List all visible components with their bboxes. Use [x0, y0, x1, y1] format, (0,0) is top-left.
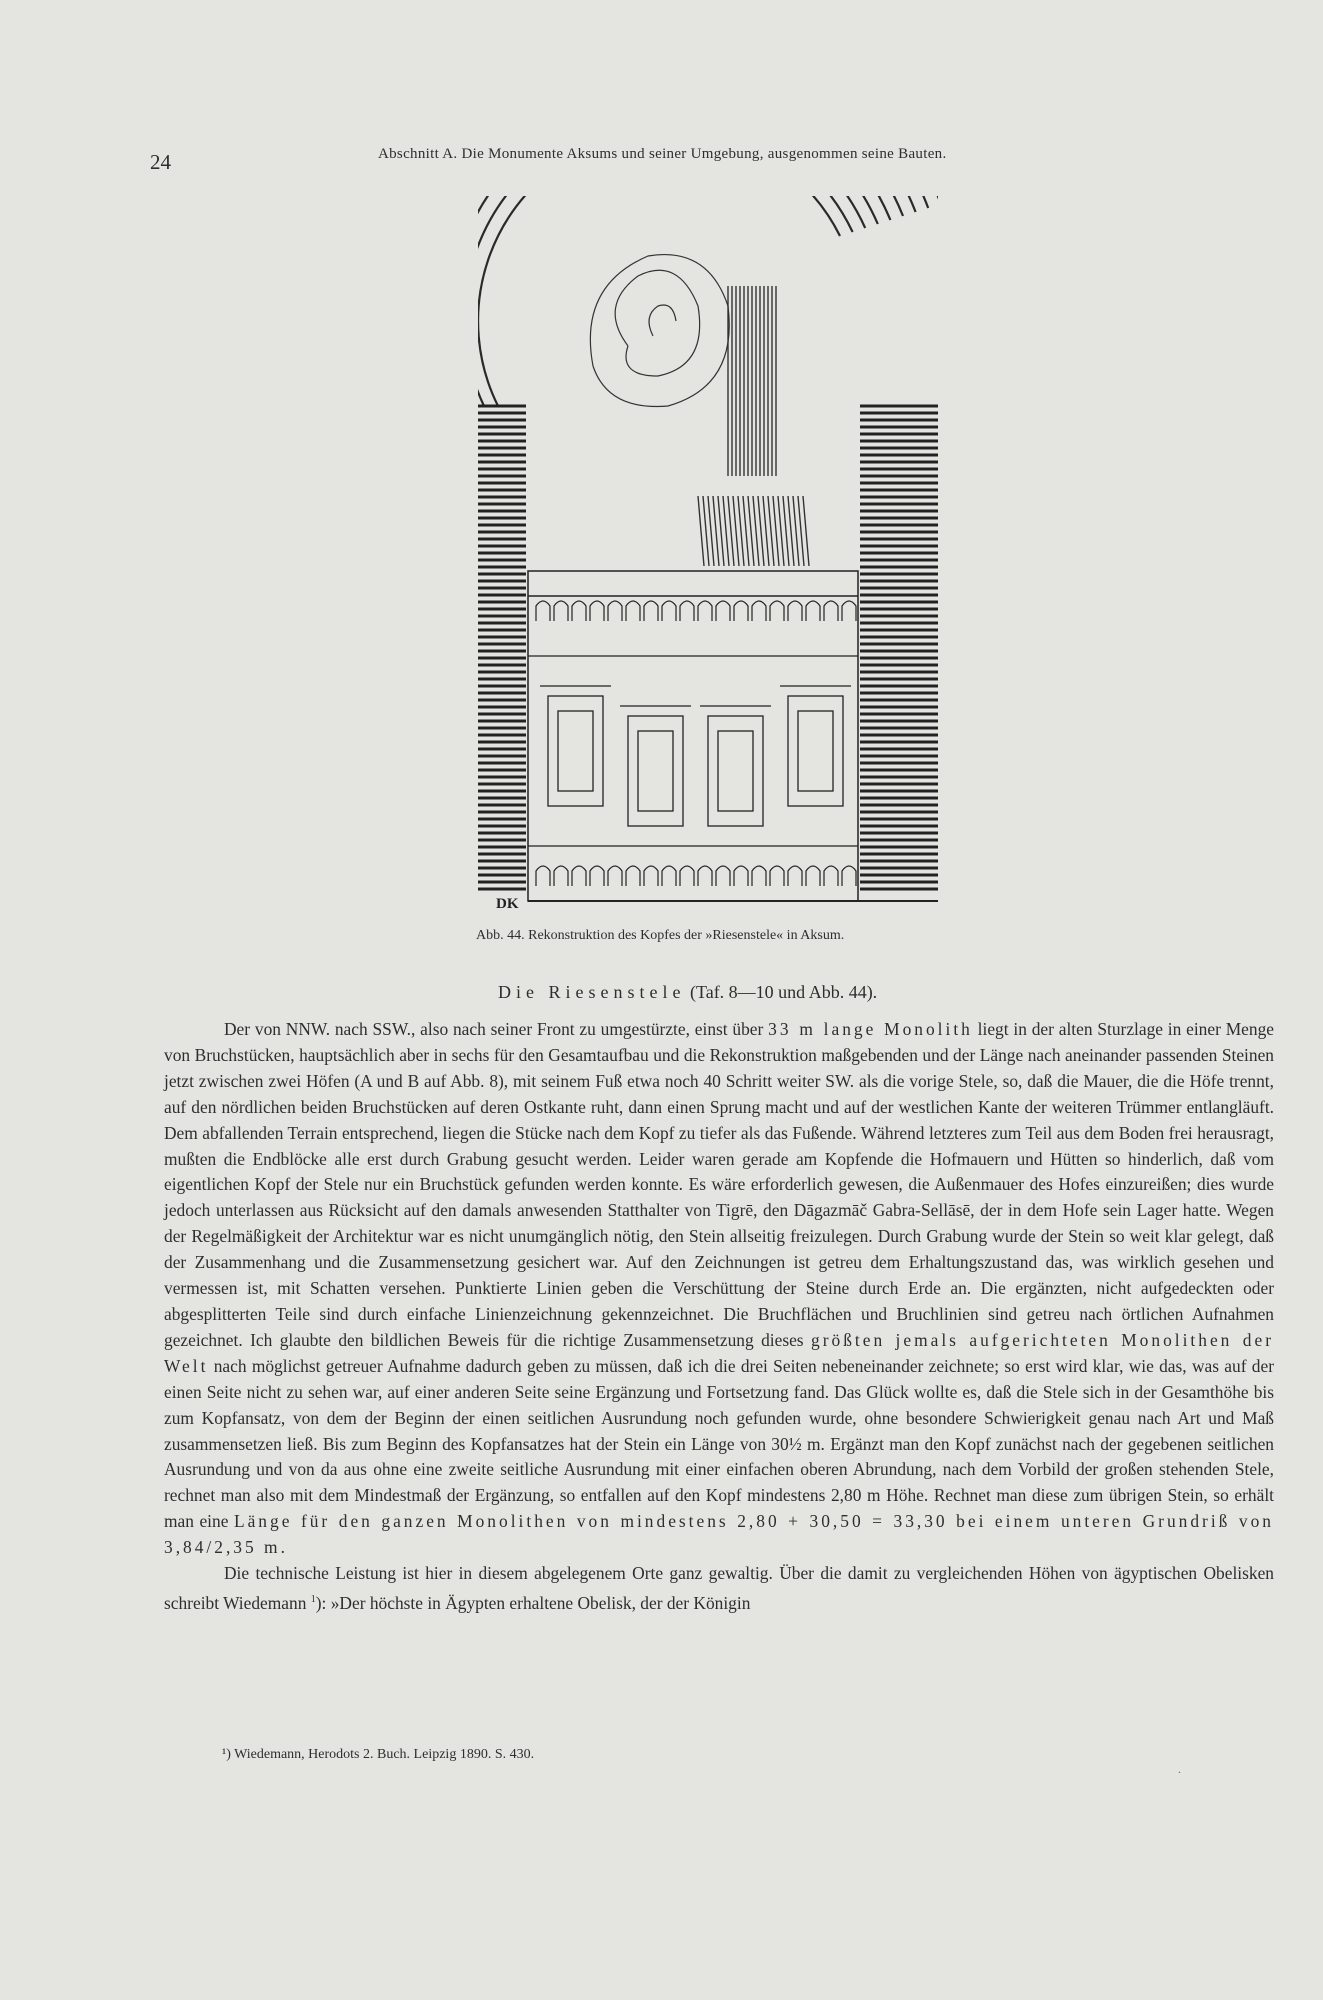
footnote: ¹) Wiedemann, Herodots 2. Buch. Leipzig 1890. S. 430. — [222, 1747, 535, 1762]
page-mark: . — [1178, 1762, 1181, 1776]
paragraph-2 — [164, 1561, 1274, 1617]
running-title: Abschnitt A. Die Monumente Aksums und seiner Umgebung, ausgenommen seine Bauten. — [378, 146, 947, 162]
paragraph-1-emphasis-monolith: 33 m lange Monolith — [768, 1019, 973, 1039]
body-text — [164, 1017, 1274, 1617]
paragraph-1-emphasis-length: Länge für den ganzen Monolithen von mindestens 2,80 + 30,50 = 33,30 bei einem unteren Grundriß von 3,84/2,35 m. — [164, 1511, 1274, 1558]
stele-reconstruction-illustration — [478, 196, 938, 916]
paragraph-2-part-b: ): »Der höchste in Ägypten erhaltene Obelisk, der der Königin — [315, 1592, 751, 1613]
paragraph-1-emphasis-largest: größten jemals aufgerichteten Monolithen der Welt — [164, 1329, 1274, 1376]
paragraph-1 — [164, 1017, 1274, 1561]
paragraph-2-part-a: Die technische Leistung ist hier in diesem abgelegenem Orte ganz gewaltig. Über die damit zu vergleichenden Höhen von ägyptischen Obelisken schreibt Wiedemann — [164, 1563, 1274, 1613]
section-heading-ref: (Taf. 8—10 und Abb. 44). — [689, 982, 878, 1002]
footnote-reference: 1 — [310, 1593, 316, 1605]
page-number: 24 — [150, 150, 171, 174]
paragraph-1-part-e: nach möglichst getreuer Aufnahme dadurch geben zu müssen, daß ich die drei Seiten nebeneinander zeichnete; so erst wird klar, wie das, was auf der einen Seite nicht zu sehen war, auf einer anderen Seite seine Ergänzung und Fortsetzung fand. Das Glück wollte es, daß die Stele sich in der Gesamthöhe bis zum Kopfansatz, von dem der Beginn der einen seitlichen Ausrundung noch gefunden wurde, ohne besondere Schwierigkeit genau nach Art und Maß zusammensetzen ließ. Bis zum Beginn des Kopfansatzes hat der Stein ein Länge von 30½ m. Ergänzt man den Kopf zunächst nach der gegebenen seitlichen Ausrundung und von da aus ohne eine zweite seitliche Ausrundung mit einer einfachen oberen Abrundung, nach dem Vorbild der großen stehenden Stele, rechnet man also mit dem Mindestmaß der Ergänzung, so entfallen auf den Kopf mindestens 2,80 m Höhe. Rechnet man diese zum übrigen Stein, so erhält man eine — [164, 1355, 1274, 1532]
figure-signature: DK — [496, 896, 519, 912]
figure-caption: Abb. 44. Rekonstruktion des Kopfes der »Riesenstele« in Aksum. — [476, 928, 845, 943]
paragraph-1-part-a: Der von NNW. nach SSW., also nach seiner Front zu umgestürzte, einst über — [224, 1019, 764, 1039]
stele-drawing — [478, 196, 938, 916]
section-heading-title: Die Riesenstele — [498, 982, 686, 1002]
section-heading — [498, 982, 877, 1003]
paragraph-1-part-c: liegt in der alten Sturzlage in einer Menge von Bruchstücken, hauptsächlich aber in sechs für den Gesamtaufbau und die Rekonstruktion maßgebenden und der Länge nach aneinander passenden Steinen jetzt zwischen zwei Höfen (A und B auf Abb. 8), mit seinem Fuß etwa noch 40 Schritt weiter SW. als die vorige Stele, so, daß die Mauer, die die Höfe trennt, auf den nördlichen beiden Bruchstücken auf deren Ostkante ruht, dann einen Sprung macht und auf der westlichen Kante der weiteren Trümmer entlangläuft. Dem abfallenden Terrain entsprechend, liegen die Stücke nach dem Kopf zu tiefer als das Fußende. Während letzteres zum Teil aus dem Boden frei herausragt, mußten die Endblöcke alle erst durch Grabung gesucht werden. Leider waren gerade am Kopfende die Hofmauern und Hütten so hinderlich, daß vom eigentlichen Kopf der Stele nur ein Bruchstück gefunden werden konnte. Es wäre erforderlich gewesen, die Außenmauer des Hofes einzureißen; dies wurde jedoch unterlassen aus Rücksicht auf den damals anwesenden Statthalter von Tigrē, den Dāgazmāč Gabra-Sellāsē, der in dem Hofe sein Lager hatte. Wegen der Regelmäßigkeit der Architektur war es nicht unumgänglich nötig, den Stein allseitig freizulegen. Durch Grabung wurde der Stein so weit klar gelegt, daß der Zusammenhang und die Zusammensetzung gesichert war. Auf den Zeichnungen ist getreu dem Erhaltungszustand das, was wirklich gesehen und vermessen ist, mit Schatten versehen. Punktierte Linien geben die Verschüttung der Steine durch Erde an. Die ergänzten, nicht aufgedeckten oder abgesplitterten Teile sind durch einfache Linienzeichnung gekennzeichnet. Die Bruchflächen und Bruchlinien sind getreu nach örtlichen Aufnahmen gezeichnet. Ich glaubte den bildlichen Beweis für die richtige Zusammensetzung dieses — [164, 1019, 1274, 1350]
